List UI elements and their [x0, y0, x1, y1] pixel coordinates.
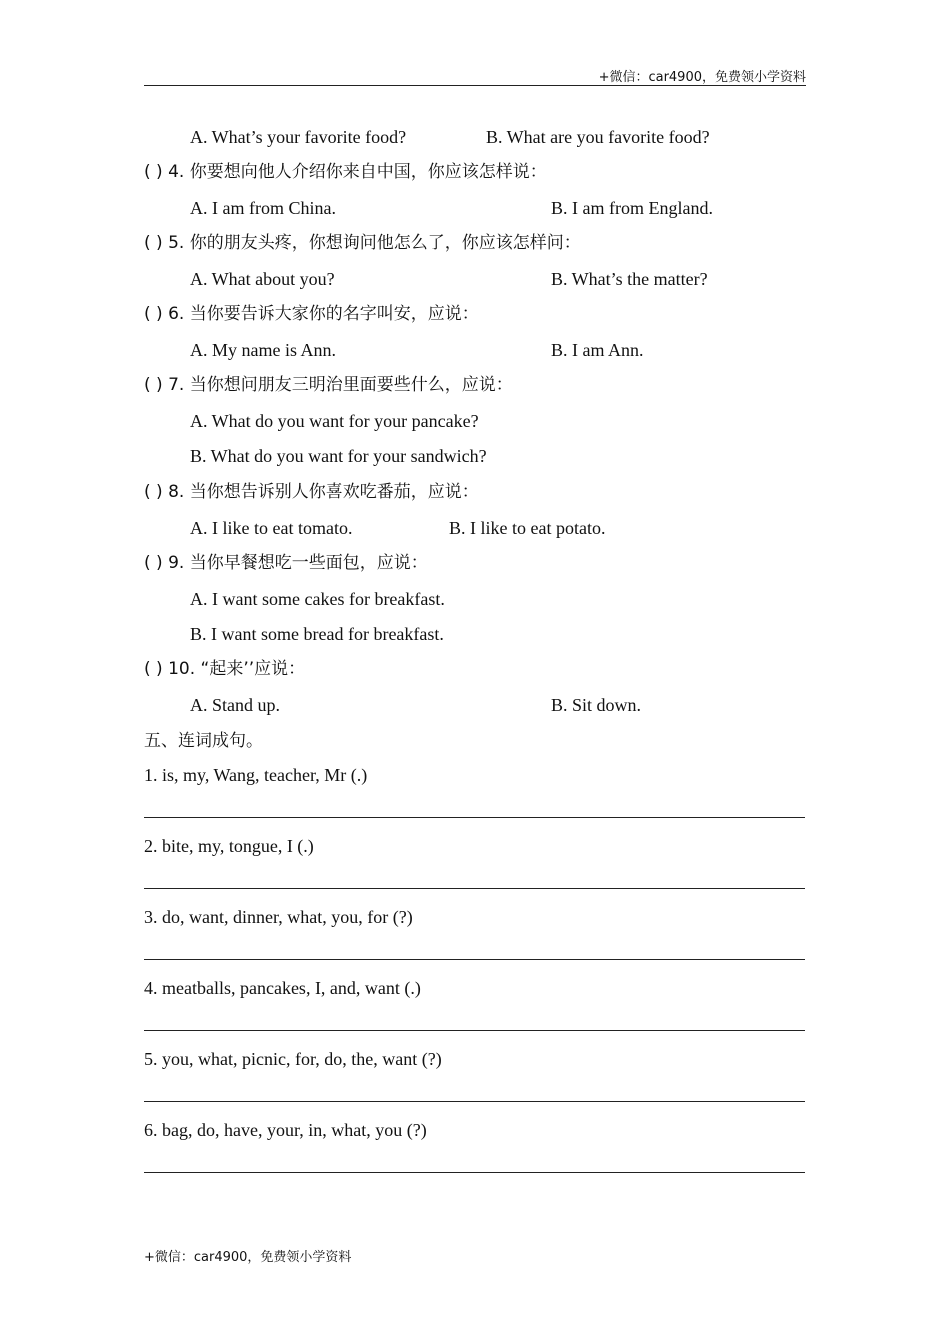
answer-line-3[interactable] [144, 959, 805, 960]
question-9-option-b: B. I want some bread for breakfast. [190, 624, 444, 644]
answer-line-2[interactable] [144, 888, 805, 889]
answer-line-6[interactable] [144, 1172, 805, 1173]
question-5-option-b: B. What’s the matter? [551, 269, 708, 289]
sentence-item-4: 4. meatballs, pancakes, I, and, want (.) [144, 978, 421, 998]
question-7-stem: ( ) 7. 当你想问朋友三明治里面要些什么，应说： [144, 375, 513, 395]
sentence-item-1: 1. is, my, Wang, teacher, Mr (.) [144, 765, 368, 785]
question-6-option-a: A. My name is Ann. [190, 340, 336, 360]
question-8-option-a: A. I like to eat tomato. [190, 518, 353, 538]
page-header-text: +微信：car4900，免费领小学资料 [598, 70, 806, 85]
question-5-option-a: A. What about you? [190, 269, 335, 289]
sentence-item-3: 3. do, want, dinner, what, you, for (?) [144, 907, 413, 927]
question-10-option-a: A. Stand up. [190, 695, 280, 715]
question-10-option-b: B. Sit down. [551, 695, 642, 715]
q3-option-b: B. What are you favorite food? [486, 127, 710, 147]
question-4-option-b: B. I am from England. [551, 198, 713, 218]
question-6-option-b: B. I am Ann. [551, 340, 644, 360]
sentence-item-6: 6. bag, do, have, your, in, what, you (?) [144, 1120, 427, 1140]
sentence-item-2: 2. bite, my, tongue, I (.) [144, 836, 314, 856]
sentence-item-5: 5. you, what, picnic, for, do, the, want (?) [144, 1049, 442, 1069]
question-8-stem: ( ) 8. 当你想告诉别人你喜欢吃番茄，应说： [144, 482, 479, 502]
page-footer-text: +微信：car4900，免费领小学资料 [144, 1250, 352, 1265]
answer-line-1[interactable] [144, 817, 805, 818]
question-9-option-a: A. I want some cakes for breakfast. [190, 589, 445, 609]
question-4-option-a: A. I am from China. [190, 198, 336, 218]
answer-line-4[interactable] [144, 1030, 805, 1031]
question-7-option-b: B. What do you want for your sandwich? [190, 446, 487, 466]
question-9-stem: ( ) 9. 当你早餐想吃一些面包，应说： [144, 553, 428, 573]
question-5-stem: ( ) 5. 你的朋友头疼，你想询问他怎么了，你应该怎样问： [144, 233, 581, 253]
question-10-stem: ( ) 10. “起来’’应说： [144, 659, 306, 679]
question-7-option-a: A. What do you want for your pancake? [190, 411, 479, 431]
q3-option-a: A. What’s your favorite food? [190, 127, 407, 147]
question-6-stem: ( ) 6. 当你要告诉大家你的名字叫安，应说： [144, 304, 479, 324]
answer-line-5[interactable] [144, 1101, 805, 1102]
question-4-stem: ( ) 4. 你要想向他人介绍你来自中国，你应该怎样说： [144, 162, 547, 182]
section-5-title: 五、连词成句。 [144, 731, 263, 751]
header-divider [144, 85, 806, 86]
question-8-option-b: B. I like to eat potato. [449, 518, 606, 538]
